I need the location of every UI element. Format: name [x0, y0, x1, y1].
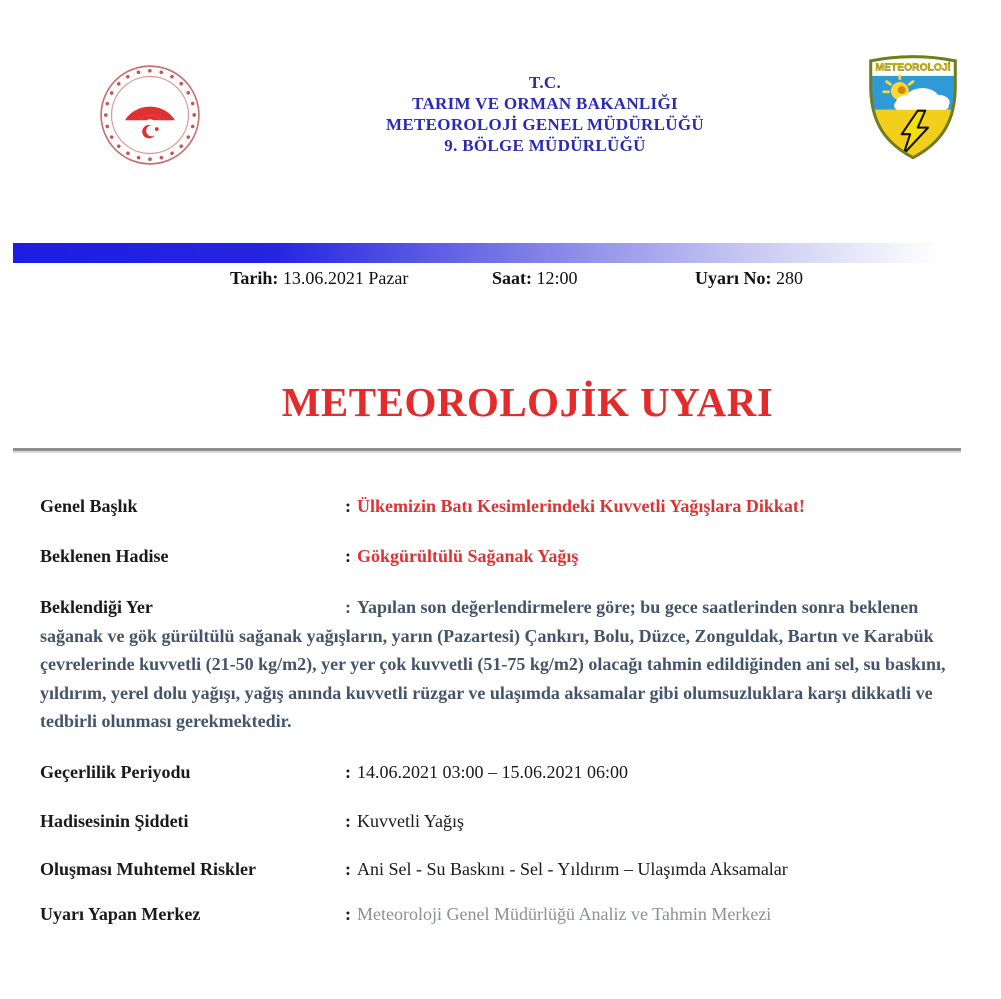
- warning-no-label: Uyarı No:: [695, 268, 772, 288]
- date-label: Tarih:: [230, 268, 279, 288]
- date-field: [230, 268, 408, 289]
- time-field: [492, 268, 578, 289]
- field-label: Beklendiği Yer: [40, 597, 153, 617]
- field-colon: :: [345, 546, 351, 566]
- field-value: Gökgürültülü Sağanak Yağış: [357, 546, 579, 566]
- field-gecerlilik-periyodu: [40, 762, 965, 783]
- date-value: 13.06.2021 Pazar: [278, 268, 409, 288]
- field-colon: :: [345, 859, 351, 879]
- field-uyari-yapan-merkez: [40, 904, 965, 925]
- field-value: Meteoroloji Genel Müdürlüğü Analiz ve Tahmin Merkezi: [357, 904, 772, 924]
- org-line-region: 9. BÖLGE MÜDÜRLÜĞÜ: [444, 136, 646, 155]
- field-colon: :: [345, 762, 351, 782]
- gradient-divider-bar: [13, 243, 948, 263]
- field-colon: :: [345, 811, 351, 831]
- meteoroloji-shield-icon: [866, 50, 960, 162]
- org-line-directorate: METEOROLOJİ GENEL MÜDÜRLÜĞÜ: [386, 115, 704, 134]
- field-genel-baslik: [40, 496, 965, 517]
- field-label: Uyarı Yapan Merkez: [40, 904, 201, 924]
- warning-no-value: 280: [771, 268, 803, 288]
- field-label: Hadisesinin Şiddeti: [40, 811, 189, 831]
- meteoroloji-shield-svg: [866, 50, 960, 162]
- field-colon: :: [345, 597, 351, 617]
- field-label: Geçerlilik Periyodu: [40, 762, 191, 782]
- field-colon: :: [345, 904, 351, 924]
- field-hadisesinin-siddeti: [40, 811, 965, 832]
- field-olusmasi-muhtemel-riskler: [40, 859, 965, 880]
- warning-no-field: [695, 268, 803, 289]
- time-label: Saat:: [492, 268, 532, 288]
- ministry-seal-icon: [98, 58, 202, 172]
- field-label: Beklenen Hadise: [40, 546, 169, 566]
- field-label: Genel Başlık: [40, 496, 138, 516]
- field-value: Ülkemizin Batı Kesimlerindeki Kuvvetli Yağışlara Dikkat!: [357, 496, 805, 516]
- page-title: METEOROLOJİK UYARI: [281, 379, 774, 425]
- org-line-ministry: TARIM VE ORMAN BAKANLIĞI: [412, 94, 678, 113]
- field-value: Ani Sel - Su Baskını - Sel - Yıldırım – Ulaşımda Aksamalar: [357, 859, 788, 879]
- shield-text: METEOROLOJİ: [875, 62, 951, 74]
- title-divider-line: [13, 448, 961, 451]
- meta-row: [0, 268, 1001, 294]
- field-label: Oluşması Muhtemel Riskler: [40, 859, 256, 879]
- field-value: Yapılan son değerlendirmelere göre; bu gece saatlerinden sonra beklenen sağanak ve gök gürültülü sağanak yağışların, yarın (Pazartesi) Çankırı, Bolu, Düzce, Zonguldak, Bartın ve Karabük çevrelerinde kuvvetli (21-50 kg/m2), yer yer çok kuvvetli (51-75 kg/m2) olacağı tahmin edildiğinden ani sel, su baskını, yıldırım, yerel dolu yağışı, yağış anında kuvvetli rüzgar ve ulaşımda aksamalar gibi olumsuzluklara karşı dikkatli ve tedbirli olunması gerekmektedir.: [40, 597, 946, 731]
- field-value: 14.06.2021 03:00 – 15.06.2021 06:00: [357, 762, 629, 782]
- field-colon: :: [345, 496, 351, 516]
- org-header: [190, 72, 900, 156]
- time-value: 12:00: [532, 268, 578, 288]
- field-beklenen-hadise: [40, 546, 965, 567]
- org-line-tc: T.C.: [528, 73, 562, 92]
- field-beklendigi-yer: [40, 593, 965, 736]
- field-value: Kuvvetli Yağış: [357, 811, 465, 831]
- ministry-seal-svg: [98, 58, 202, 172]
